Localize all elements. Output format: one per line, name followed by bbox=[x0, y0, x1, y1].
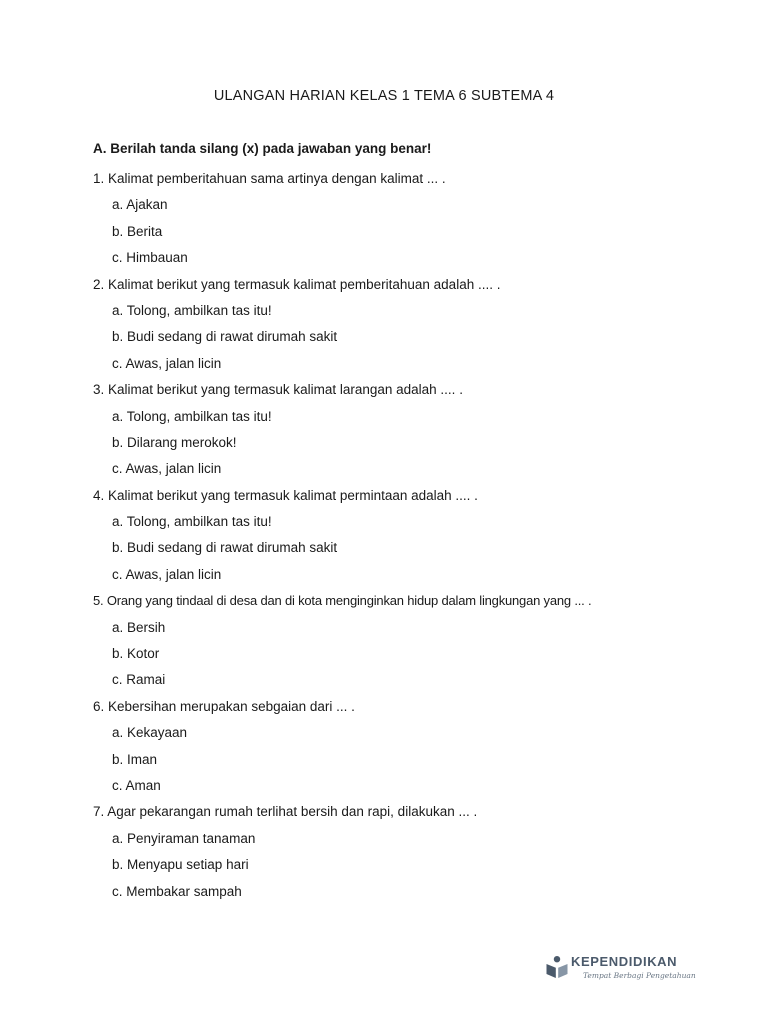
option-item: a. Tolong, ambilkan tas itu! bbox=[112, 514, 272, 530]
option-item: b. Berita bbox=[112, 223, 163, 239]
logo-name: KEPENDIDIKAN bbox=[571, 954, 678, 969]
question-text: 1. Kalimat pemberitahuan sama artinya dengan kalimat ... . bbox=[93, 171, 446, 186]
option-item: b. Menyapu setiap hari bbox=[112, 857, 249, 873]
option-list bbox=[93, 404, 713, 483]
option-item: c. Ramai bbox=[112, 672, 166, 688]
question-text: 4. Kalimat berikut yang termasuk kalimat permintaan adalah .... . bbox=[93, 487, 478, 503]
question-text: 2. Kalimat berikut yang termasuk kalimat pemberitahuan adalah .... . bbox=[93, 276, 501, 292]
logo-tagline: Tempat Berbagi Pengetahuan bbox=[583, 971, 696, 980]
option-item: c. Awas, jalan licin bbox=[112, 461, 222, 477]
kependidikan-logo bbox=[545, 953, 696, 985]
option-item: a. Penyiraman tanaman bbox=[112, 830, 256, 846]
kependidikan-logo-icon bbox=[545, 955, 569, 979]
option-list bbox=[93, 192, 713, 271]
question-item bbox=[93, 377, 713, 483]
option-item: c. Aman bbox=[112, 777, 161, 793]
question-item bbox=[93, 588, 713, 694]
option-list bbox=[93, 615, 713, 694]
option-item: b. Dilarang merokok! bbox=[112, 434, 237, 450]
option-list bbox=[93, 720, 713, 799]
option-item: b. Budi sedang di rawat dirumah sakit bbox=[112, 329, 338, 345]
option-item: a. Kekayaan bbox=[112, 725, 188, 741]
option-item: b. Iman bbox=[112, 751, 158, 767]
question-text: 5. Orang yang tindaal di desa dan di kota menginginkan hidup dalam lingkungan yang ... . bbox=[93, 593, 592, 609]
option-list bbox=[93, 298, 713, 377]
option-item: c. Awas, jalan licin bbox=[112, 355, 222, 371]
option-item: c. Membakar sampah bbox=[112, 883, 242, 899]
option-item: a. Bersih bbox=[112, 619, 166, 635]
question-item bbox=[93, 272, 713, 378]
section-instruction: A. Berilah tanda silang (x) pada jawaban yang benar! bbox=[93, 141, 432, 156]
question-item bbox=[93, 483, 713, 589]
option-item: a. Ajakan bbox=[112, 197, 168, 213]
question-list bbox=[93, 166, 713, 905]
page-title: ULANGAN HARIAN KELAS 1 TEMA 6 SUBTEMA 4 bbox=[213, 88, 555, 104]
question-item bbox=[93, 166, 713, 272]
option-item: b. Budi sedang di rawat dirumah sakit bbox=[112, 540, 338, 556]
option-item: a. Tolong, ambilkan tas itu! bbox=[112, 302, 272, 318]
question-text: 6. Kebersihan merupakan sebgaian dari ... . bbox=[93, 698, 355, 714]
option-item: c. Himbauan bbox=[112, 250, 188, 266]
question-text: 7. Agar pekarangan rumah terlihat bersih dan rapi, dilakukan ... . bbox=[93, 804, 478, 820]
question-item bbox=[93, 799, 713, 905]
question-item bbox=[93, 694, 713, 800]
option-list bbox=[93, 509, 713, 588]
option-list bbox=[93, 826, 713, 905]
option-item: b. Kotor bbox=[112, 646, 160, 662]
option-item: a. Tolong, ambilkan tas itu! bbox=[112, 408, 272, 424]
question-text: 3. Kalimat berikut yang termasuk kalimat larangan adalah .... . bbox=[93, 382, 463, 398]
option-item: c. Awas, jalan licin bbox=[112, 566, 222, 582]
